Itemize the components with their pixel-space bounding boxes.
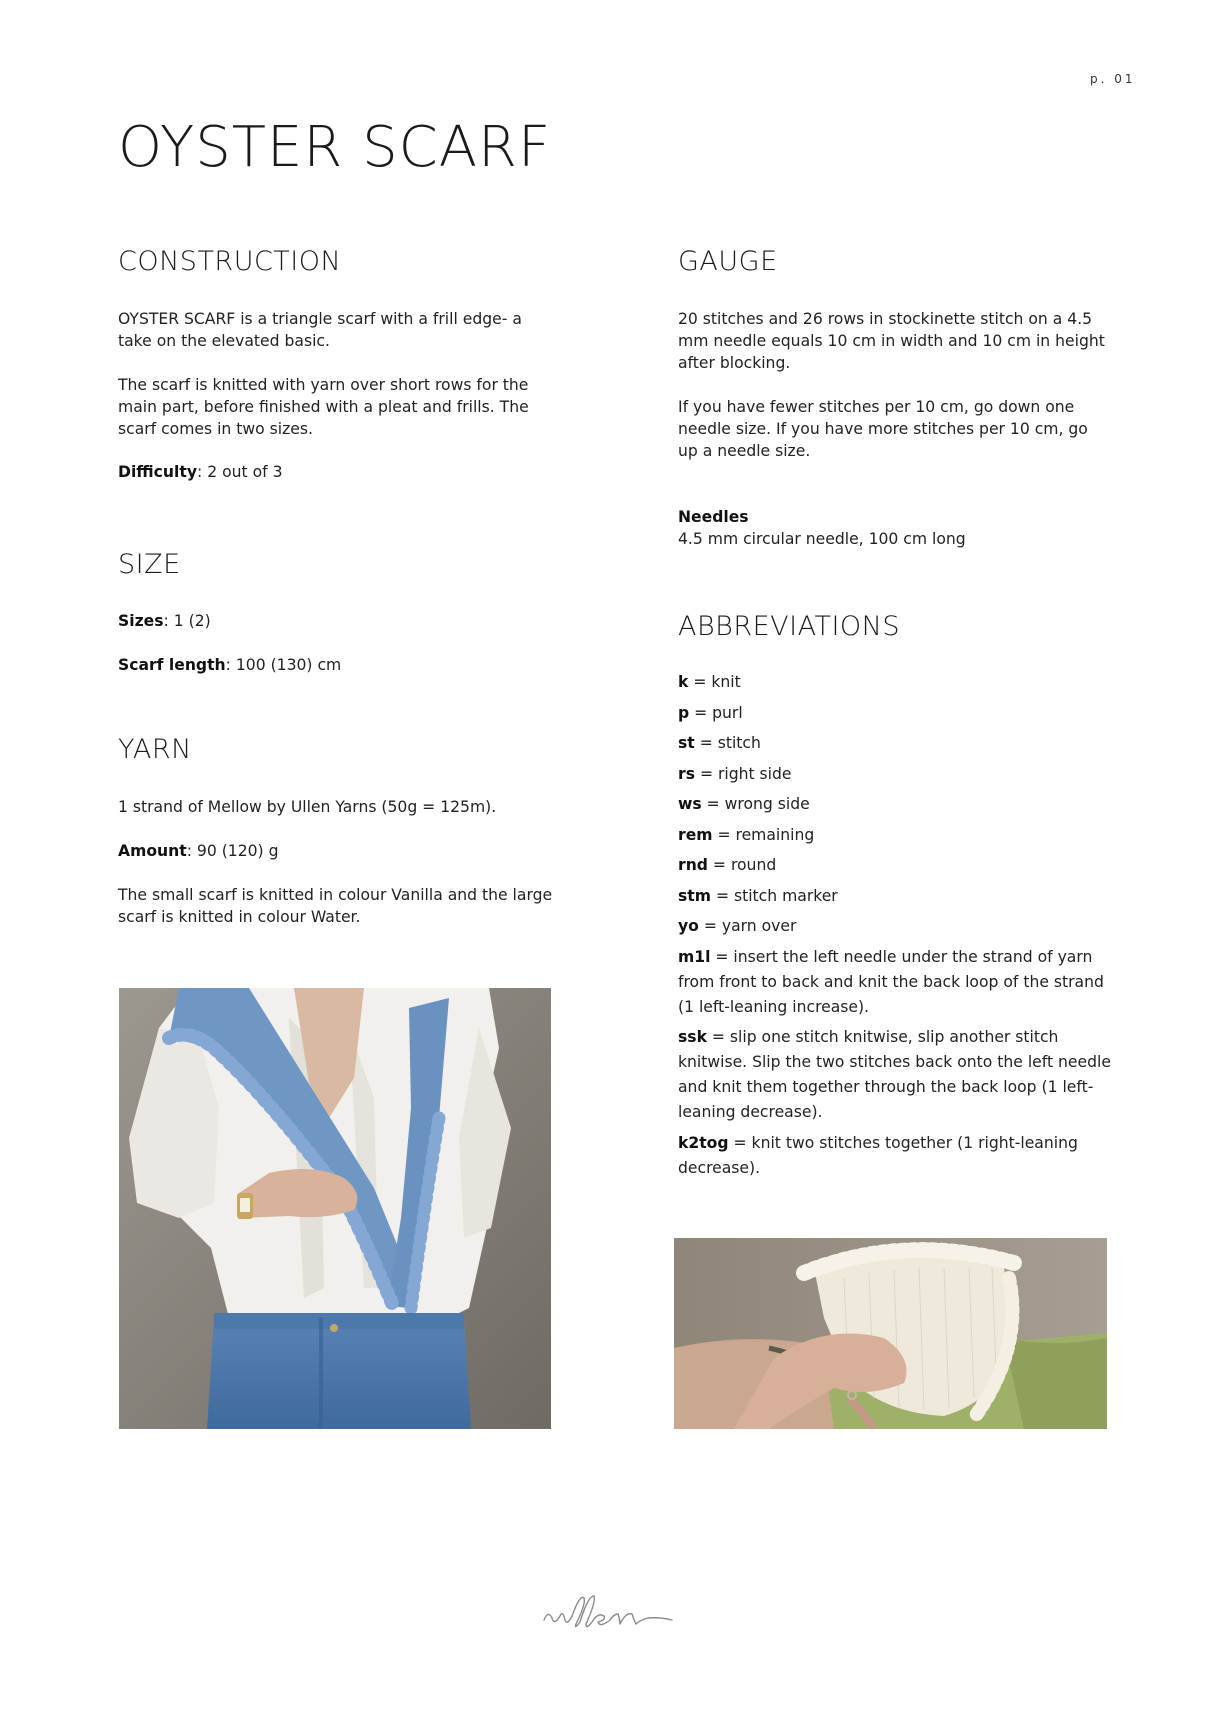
cream-scarf-photo xyxy=(674,1238,1107,1429)
difficulty-label: Difficulty xyxy=(118,463,197,481)
abbreviation-definition: = insert the left needle under the strand of yarn from front to back and knit the back loop of the strand (1 left-leaning increase). xyxy=(678,947,1104,1016)
scarf-length-label: Scarf length xyxy=(118,656,226,674)
yarn-section xyxy=(118,736,558,928)
abbreviation-item xyxy=(678,945,1118,1020)
difficulty-value: : 2 out of 3 xyxy=(197,463,283,481)
amount-value: : 90 (120) g xyxy=(186,842,279,860)
abbreviation-definition: = stitch xyxy=(694,734,761,752)
yarn-para-1: 1 strand of Mellow by Ullen Yarns (50g = 125m). xyxy=(118,798,497,816)
abbreviation-term: yo xyxy=(678,917,699,935)
abbreviation-term: k2tog xyxy=(678,1133,729,1152)
abbreviation-definition: = yarn over xyxy=(698,917,797,935)
abbreviation-item xyxy=(678,1131,1118,1181)
abbreviation-term: st xyxy=(678,734,695,752)
abbreviation-term: rem xyxy=(678,825,713,844)
abbreviation-definition: = knit xyxy=(688,673,741,691)
scarf-length-value: : 100 (130) cm xyxy=(225,656,342,674)
gauge-section xyxy=(678,248,1108,550)
abbreviation-definition: = wrong side xyxy=(701,795,810,813)
difficulty-line xyxy=(118,461,558,483)
needles-value: 4.5 mm circular needle, 100 cm long xyxy=(678,530,966,548)
abbreviation-term: rnd xyxy=(678,856,708,874)
abbreviation-definition: = right side xyxy=(694,764,792,783)
abbreviation-definition: = remaining xyxy=(712,825,815,844)
abbreviation-term: rs xyxy=(678,764,695,783)
abbreviation-term: m1l xyxy=(678,947,711,966)
needles-label-text: Needles xyxy=(678,508,749,526)
abbreviation-item xyxy=(678,1025,1118,1125)
abbreviation-item xyxy=(678,792,1118,817)
page-number: p. 01 xyxy=(1090,72,1136,86)
abbreviation-definition: = knit two stitches together (1 right-leaning decrease). xyxy=(678,1133,1078,1177)
needles-label xyxy=(678,506,1108,528)
blue-scarf-photo xyxy=(119,988,551,1429)
construction-para-2: The scarf is knitted with yarn over short rows for the main part, before finished with a pleat and frills. The scarf comes in two sizes. xyxy=(118,376,529,438)
gauge-para-2: If you have fewer stitches per 10 cm, go down one needle size. If you have more stitches per 10 cm, go up a needle size. xyxy=(678,398,1088,460)
abbreviation-item xyxy=(678,701,1118,726)
abbreviation-term: ssk xyxy=(678,1028,707,1046)
abbreviation-item xyxy=(678,823,1118,848)
abbreviation-item xyxy=(678,914,1118,939)
abbreviation-item xyxy=(678,731,1118,756)
abbreviation-item xyxy=(678,670,1118,695)
abbreviation-item xyxy=(678,762,1118,787)
size-section xyxy=(118,551,558,676)
construction-section xyxy=(118,248,558,483)
amount-line xyxy=(118,840,558,862)
abbreviation-item xyxy=(678,884,1118,909)
sizes-label: Sizes xyxy=(118,612,164,630)
gauge-heading: GAUGE xyxy=(678,246,778,277)
abbreviation-definition: = purl xyxy=(689,703,743,722)
abbreviation-term: k xyxy=(678,673,689,691)
page-title: OYSTER SCARF xyxy=(118,115,552,180)
ullen-logo xyxy=(540,1590,690,1634)
size-heading: SIZE xyxy=(118,549,181,580)
abbreviation-term: stm xyxy=(678,886,711,905)
construction-para-1: OYSTER SCARF is a triangle scarf with a frill edge- a take on the elevated basic. xyxy=(118,310,522,350)
abbreviation-item xyxy=(678,853,1118,878)
construction-heading: CONSTRUCTION xyxy=(118,246,342,277)
gauge-para-1: 20 stitches and 26 rows in stockinette stitch on a 4.5 mm needle equals 10 cm in width and 10 cm in height after blocking. xyxy=(678,310,1105,372)
amount-label: Amount xyxy=(118,842,187,860)
abbreviation-definition: = slip one stitch knitwise, slip another stitch knitwise. Slip the two stitches back onto the left needle and knit them together through the back loop (1 left-leaning decrease). xyxy=(678,1028,1111,1121)
abbreviation-term: ws xyxy=(678,795,702,813)
yarn-para-2: The small scarf is knitted in colour Vanilla and the large scarf is knitted in colour Water. xyxy=(118,886,553,926)
abbreviations-heading: ABBREVIATIONS xyxy=(678,611,900,642)
sizes-line xyxy=(118,610,558,632)
sizes-value: : 1 (2) xyxy=(163,612,211,630)
scarf-length-line xyxy=(118,654,558,676)
abbreviations-list xyxy=(678,670,1118,1186)
yarn-heading: YARN xyxy=(118,734,192,765)
abbreviation-definition: = round xyxy=(707,856,777,874)
abbreviation-term: p xyxy=(678,703,690,722)
abbreviation-definition: = stitch marker xyxy=(711,886,838,905)
